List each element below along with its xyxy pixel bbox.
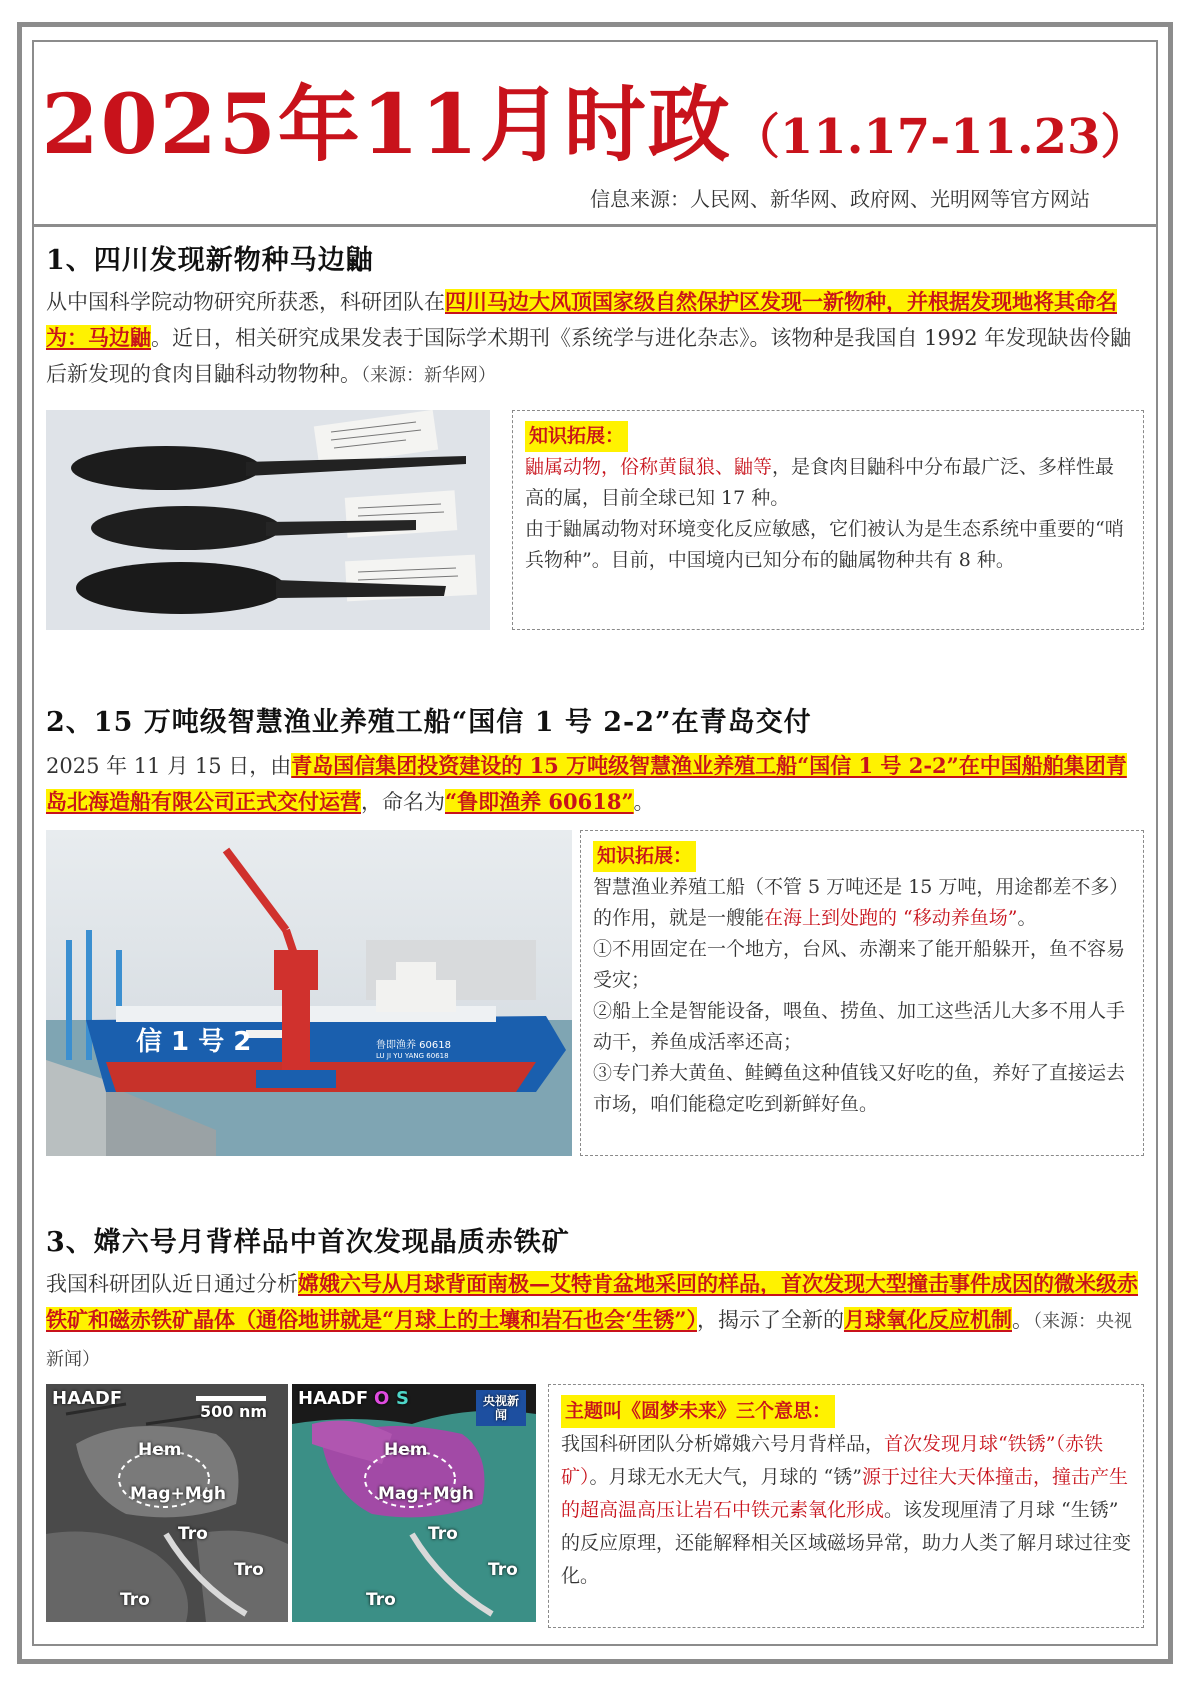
right-tro-label-3: Tro <box>366 1590 396 1610</box>
cctv-news-logo: 央视新闻 <box>482 1394 519 1422</box>
left-mag-label: Mag+Mgh <box>130 1484 226 1504</box>
left-haadf-label: HAADF <box>52 1388 123 1409</box>
microscopy-right-image <box>292 1384 536 1622</box>
section3-mechanism: 月球氧化反应机制 <box>843 1307 1012 1332</box>
right-haadf-label: HAADF <box>298 1388 369 1409</box>
left-tro-label-3: Tro <box>120 1590 150 1610</box>
section2-knowledge-heading: 知识拓展： <box>593 841 696 872</box>
section3-paragraph: 我国科研团队近日通过分析嫦娥六号从月球背面南极—艾特肯盆地采回的样品，首次发现大型撞击事件成因的微米级赤铁矿和磁赤铁矿晶体（通俗地讲就是“月球上的土壤和岩石也会‘生锈”），揭示了全新的月球氧化反应机制。（来源：央视新闻） <box>46 1271 1138 1370</box>
section1-highlight: 四川马边大风顶国家级自然保护区发现一新物种，并根据发现地将其命名为：马边鼬 <box>46 289 1117 350</box>
fishery-ship-image <box>46 830 572 1156</box>
section3-highlight: 嫦娥六号从月球背面南极—艾特肯盆地采回的样品，首次发现大型撞击事件成因的微米级赤铁矿和磁赤铁矿晶体（通俗地讲就是“月球上的土壤和岩石也会‘生锈”） <box>46 1271 1138 1332</box>
weasel-specimens-image <box>46 410 490 630</box>
section2-title: 2、15 万吨级智慧渔业养殖工船“国信 1 号 2-2”在青岛交付 <box>46 707 812 738</box>
section2-ship-name: “鲁即渔养 60618” <box>445 789 634 814</box>
weasel-specimens-illustration <box>46 410 490 630</box>
section1-knowledge-heading: 知识拓展： <box>525 421 628 452</box>
section1-knowledge-box: 知识拓展： 鼬属动物，俗称黄鼠狼、鼬等，是食肉目鼬科中分布最广泛、多样性最高的属，目前全球已知 17 种。 由于鼬属动物对环境变化反应敏感，它们被认为是生态系统中重要的“哨兵物种”。目前，中国境内已知分布的鼬属物种共有 8 种。 <box>512 410 1144 630</box>
section1-source: （来源：新华网） <box>361 365 496 386</box>
right-s-label: S <box>396 1388 409 1409</box>
section3-source: （来源：央视新闻） <box>46 1311 1132 1370</box>
left-tro-label-2: Tro <box>234 1560 264 1580</box>
ship-name-en-text: LU JI YU YANG 60618 <box>376 1052 449 1060</box>
title-main: 2025年11月时政 <box>41 77 732 173</box>
page-title <box>34 60 1156 177</box>
source-line: 信息来源：人民网、新华网、政府网、光明网等官方网站 <box>590 187 1090 211</box>
section2-highlight: 青岛国信集团投资建设的 15 万吨级智慧渔业养殖工船“国信 1 号 2-2”在中国船舶集团青岛北海造船有限公司正式交付运营 <box>46 753 1127 814</box>
ship-name-text: 鲁即渔养 60618 <box>376 1040 451 1051</box>
section2-knowledge-box: 知识拓展： 智慧渔业养殖工船（不管 5 万吨还是 15 万吨，用途都差不多）的作用，就是一艘能在海上到处跑的 “移动养鱼场”。 ①不用固定在一个地方，台风、赤潮来了能开船躲开，鱼不容易受灾； ②船上全是智能设备，喂鱼、捞鱼、加工这些活儿大多不用人手动干，养鱼成活率还高； ③专门养大黄鱼、鲑鳟鱼这种值钱又好吃的鱼，养好了直接运去市场，咱们能稳定吃到新鲜好鱼。 <box>580 830 1144 1156</box>
section2-paragraph: 2025 年 11 月 15 日，由青岛国信集团投资建设的 15 万吨级智慧渔业养殖工船“国信 1 号 2-2”在中国船舶集团青岛北海造船有限公司正式交付运营，命名为“鲁即渔养 60618”。 <box>46 753 1127 814</box>
right-o-label: O <box>374 1388 390 1409</box>
fishery-ship-illustration <box>46 830 572 1156</box>
section3-knowledge-box: 主题叫《圆梦未来》三个意思： 我国科研团队分析嫦娥六号月背样品，首次发现月球“铁锈”（赤铁矿）。月球无水无大气，月球的 “锈”源于过往大天体撞击，撞击产生的超高温高压让岩石中铁元素氧化形成。该发现厘清了月球 “生锈” 的反应原理，还能解释相关区域磁场异常，助力人类了解月球过往变化。 <box>548 1384 1144 1628</box>
section3-title: 3、嫦六号月背样品中首次发现晶质赤铁矿 <box>46 1227 570 1258</box>
header-divider <box>34 224 1156 227</box>
left-hem-label: Hem <box>138 1440 182 1460</box>
section3-knowledge-heading: 主题叫《圆梦未来》三个意思： <box>561 1395 835 1428</box>
ship-hull-text: 信 1 号 2 <box>136 1027 252 1057</box>
microscopy-left-image <box>46 1384 288 1622</box>
title-date-range: （11.17-11.23） <box>731 109 1149 165</box>
right-hem-label: Hem <box>384 1440 428 1460</box>
right-tro-label-2: Tro <box>488 1560 518 1580</box>
left-scale-label: 500 nm <box>200 1402 268 1421</box>
left-tro-label-1: Tro <box>178 1524 208 1544</box>
section1-paragraph: 从中国科学院动物研究所获悉，科研团队在四川马边大风顶国家级自然保护区发现一新物种，并根据发现地将其命名为：马边鼬。近日，相关研究成果发表于国际学术期刊《系统学与进化杂志》。该物种是我国自 1992 年发现缺齿伶鼬后新发现的食肉目鼬科动物物种。（来源：新华网） <box>46 289 1132 386</box>
section1-title: 1、四川发现新物种马边鼬 <box>46 245 374 276</box>
right-tro-label-1: Tro <box>428 1524 458 1544</box>
right-mag-label: Mag+Mgh <box>378 1484 474 1504</box>
